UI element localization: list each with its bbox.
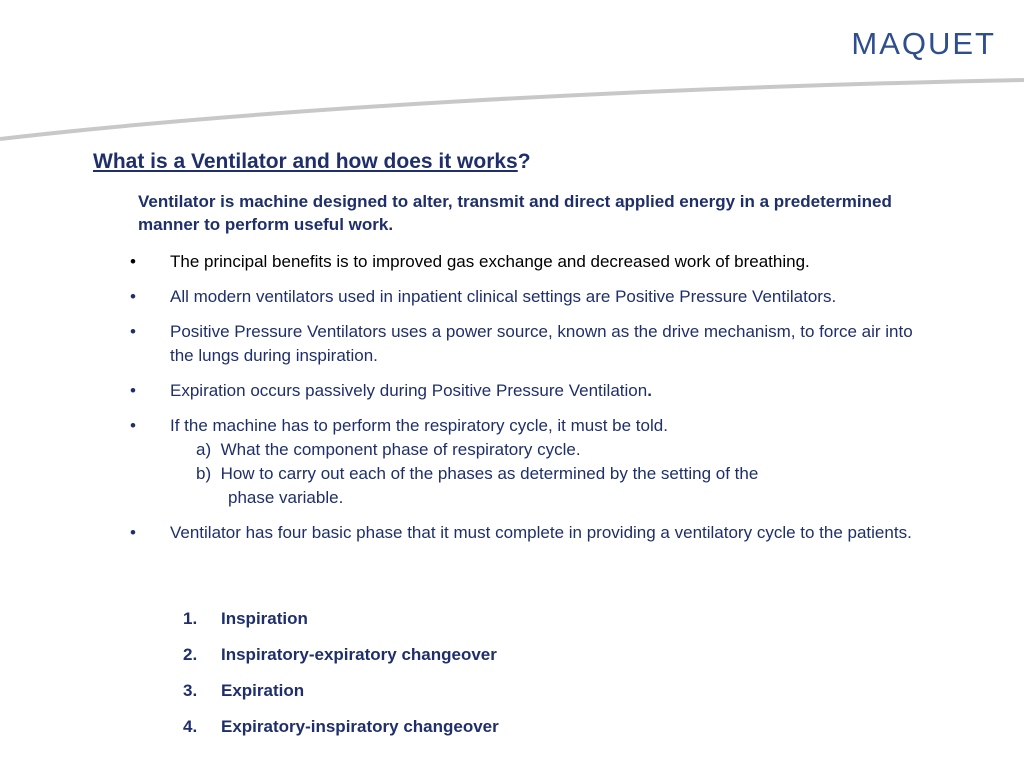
sub-item: [170, 438, 940, 462]
bullet-item: [130, 379, 940, 403]
sub-item-marker: b): [196, 464, 212, 483]
maquet-logo: MAQUET: [851, 26, 996, 61]
bullet-item: [130, 521, 940, 545]
phase-label: Inspiration: [221, 609, 308, 628]
phase-label: Expiration: [221, 681, 305, 700]
bullet-glyph: •: [130, 381, 136, 400]
bullet-suffix: .: [647, 381, 652, 400]
phase-label: Expiratory-inspiratory changeover: [221, 717, 499, 736]
slide-title-suffix: ?: [517, 150, 531, 173]
bullet-text: Ventilator has four basic phase that it must complete in providing a ventilatory cycle to the patients.: [170, 523, 912, 542]
bullet-text: All modern ventilators used in inpatient clinical settings are Positive Pressure Ventilators.: [170, 287, 837, 306]
definition-text: Ventilator is machine designed to alter, transmit and direct applied energy in a predetermined manner to perform useful work.: [138, 192, 892, 234]
bullet-list: [130, 250, 940, 556]
phase-list: [183, 607, 499, 751]
phase-item: [183, 715, 499, 751]
slide-title-text: What is a Ventilator and how does it works: [93, 150, 518, 173]
bullet-item: [130, 285, 940, 309]
bullet-item: [130, 320, 940, 368]
bullet-item: [130, 414, 940, 510]
sub-item: [170, 462, 940, 510]
bullet-glyph: •: [130, 416, 136, 435]
slide-title: [93, 150, 531, 174]
bullet-text: If the machine has to perform the respiratory cycle, it must be told.: [170, 416, 668, 435]
phase-number: 2.: [183, 645, 198, 664]
bullet-glyph: •: [130, 252, 136, 271]
phase-item: [183, 607, 499, 643]
sub-item-text: How to carry out each of the phases as determined by the setting of the: [220, 464, 759, 483]
bullet-text: The principal benefits is to improved gas exchange and decreased work of breathing.: [170, 252, 810, 271]
phase-item: [183, 679, 499, 715]
phase-number: 3.: [183, 681, 198, 700]
decorative-swoosh: [0, 60, 1024, 150]
phase-label: Inspiratory-expiratory changeover: [221, 645, 497, 664]
bullet-text: Positive Pressure Ventilators uses a power source, known as the drive mechanism, to force air into the lungs during inspiration.: [170, 322, 913, 365]
bullet-text: Expiration occurs passively during Positive Pressure Ventilation: [170, 381, 648, 400]
bullet-glyph: •: [130, 287, 136, 306]
sub-item-text: What the component phase of respiratory cycle.: [220, 440, 581, 459]
bullet-glyph: •: [130, 322, 136, 341]
sub-item-marker: a): [196, 440, 212, 459]
bullet-item: [130, 250, 940, 274]
phase-item: [183, 643, 499, 679]
phase-number: 1.: [183, 609, 198, 628]
sub-item-continuation: phase variable.: [228, 488, 344, 507]
phase-number: 4.: [183, 717, 198, 736]
bullet-glyph: •: [130, 523, 136, 542]
